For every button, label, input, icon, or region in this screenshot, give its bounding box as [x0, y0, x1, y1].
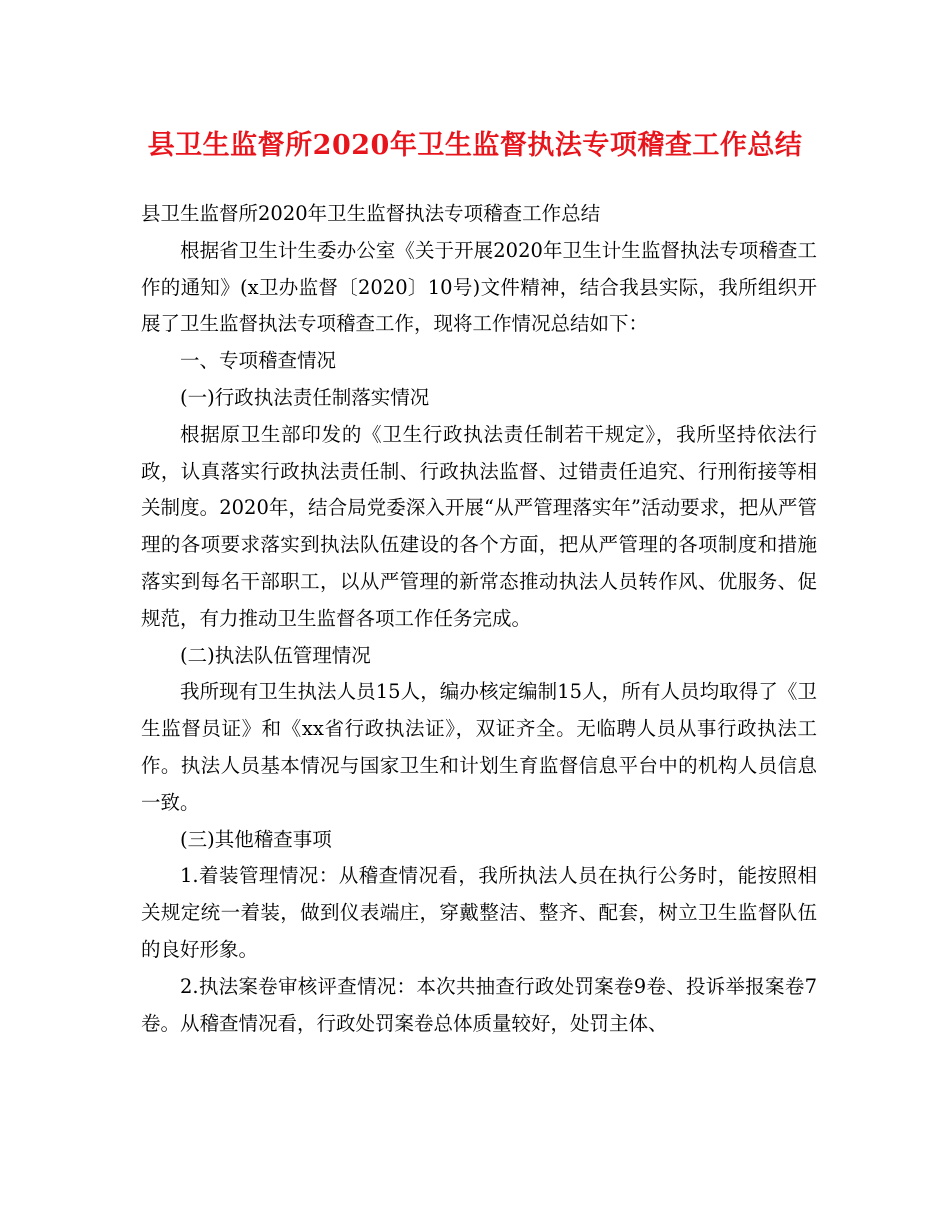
- paragraph-team: 我所现有卫生执法人员15人，编办核定编制15人，所有人员均取得了《卫生监督员证》和《xx省行政执法证》，双证齐全。无临聘人员从事行政执法工作。执法人员基本情况与国家卫生和计划生育监督信息平台中的机构人员信息一致。: [141, 680, 817, 814]
- document-title: 县卫生监督所2020年卫生监督执法专项稽查工作总结: [147, 130, 803, 161]
- paragraph-intro: 根据省卫生计生委办公室《关于开展2020年卫生计生监督执法专项稽查工作的通知》(x卫办监督〔2020〕10号)文件精神，结合我县实际，我所组织开展了卫生监督执法专项稽查工作，现将工作情况总结如下：: [141, 238, 817, 336]
- document-body: [141, 196, 817, 1042]
- subsection-heading-1: (一)行政执法责任制落实情况: [180, 385, 430, 409]
- subsection-heading-2: (二)执法队伍管理情况: [180, 643, 371, 667]
- section-heading-1: 一、专项稽查情况: [180, 349, 337, 373]
- paragraph-heading-repeat: 县卫生监督所2020年卫生监督执法专项稽查工作总结: [141, 202, 601, 225]
- subsection-heading-3: (三)其他稽查事项: [180, 827, 332, 851]
- paragraph-case-review: 2.执法案卷审核评查情况：本次共抽查行政处罚案卷9卷、投诉举报案卷7卷。从稽查情况看，行政处罚案卷总体质量较好，处罚主体、: [141, 974, 817, 1035]
- paragraph-uniform: 1.着装管理情况：从稽查情况看，我所执法人员在执行公务时，能按照相关规定统一着装，做到仪表端庄，穿戴整洁、整齐、配套，树立卫生监督队伍的良好形象。: [141, 864, 817, 961]
- paragraph-responsibility: 根据原卫生部印发的《卫生行政执法责任制若干规定》，我所坚持依法行政，认真落实行政执法责任制、行政执法监督、过错责任追究、行刑衔接等相关制度。2020年，结合局党委深入开展“从严管理落实年”活动要求，把从严管理的各项要求落实到执法队伍建设的各个方面，把从严管理的各项制度和措施落实到每名干部职工，以从严管理的新常态推动执法人员转作风、优服务、促规范，有力推动卫生监督各项工作任务完成。: [141, 422, 817, 630]
